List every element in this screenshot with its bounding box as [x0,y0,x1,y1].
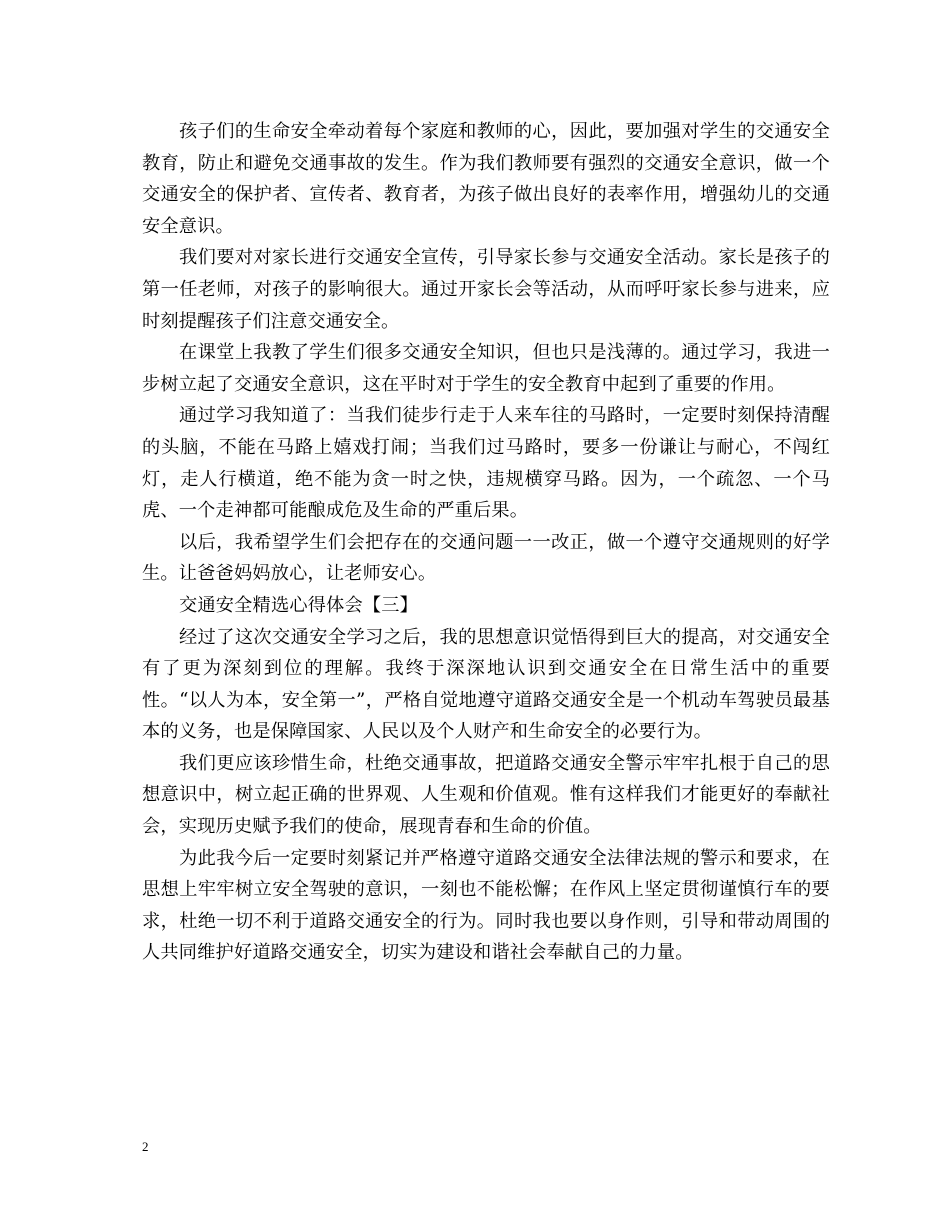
body-text [142,116,830,969]
section-heading: 交通安全精选心得体会【三】 [179,594,419,616]
paragraph: 我们更应该珍惜生命，杜绝交通事故，把道路交通安全警示牢牢扎根于自己的思想意识中，树立起正确的世界观、人生观和价值观。惟有这样我们才能更好的奉献社会，实现历史赋予我们的使命，展现青春和生命的价值。 [142,752,830,838]
paragraph: 孩子们的生命安全牵动着每个家庭和教师的心，因此，要加强对学生的交通安全教育，防止和避免交通事故的发生。作为我们教师要有强烈的交通安全意识，做一个交通安全的保护者、宣传者、教育者，为孩子做出良好的表率作用，增强幼儿的交通安全意识。 [142,121,830,237]
paragraph: 经过了这次交通安全学习之后，我的思想意识觉悟得到巨大的提高，对交通安全有了更为深刻到位的理解。我终于深深地认识到交通安全在日常生活中的重要性。“以人为本，安全第一”，严格自觉地遵守道路交通安全是一个机动车驾驶员最基本的义务，也是保障国家、人民以及个人财产和生命安全的必要行为。 [142,626,830,743]
paragraph: 为此我今后一定要时刻紧记并严格遵守道路交通安全法律法规的警示和要求，在思想上牢牢树立安全驾驶的意识，一刻也不能松懈；在作风上坚定贯彻谨慎行车的要求，杜绝一切不利于道路交通安全的行为。同时我也要以身作则，引导和带动周围的人共同维护好道路交通安全，切实为建设和谐社会奉献自己的力量。 [142,847,830,964]
page-number: 2 [142,1139,149,1154]
paragraph: 以后，我希望学生们会把存在的交通问题一一改正，做一个遵守交通规则的好学生。让爸爸妈妈放心，让老师安心。 [142,531,830,585]
paragraph: 在课堂上我教了学生们很多交通安全知识，但也只是浅薄的。通过学习，我进一步树立起了交通安全意识，这在平时对于学生的安全教育中起到了重要的作用。 [142,342,830,395]
paragraph: 我们要对对家长进行交通安全宣传，引导家长参与交通安全活动。家长是孩子的第一任老师，对孩子的影响很大。通过开家长会等活动，从而呼吁家长参与进来，应时刻提醒孩子们注意交通安全。 [142,247,830,332]
paragraph: 通过学习我知道了：当我们徒步行走于人来车往的马路时，一定要时刻保持清醒的头脑，不能在马路上嬉戏打闹；当我们过马路时，要多一份谦让与耐心，不闯红灯，走人行横道，绝不能为贪一时之快，违规横穿马路。因为，一个疏忽、一个马虎、一个走神都可能酿成危及生命的严重后果。 [142,405,830,522]
